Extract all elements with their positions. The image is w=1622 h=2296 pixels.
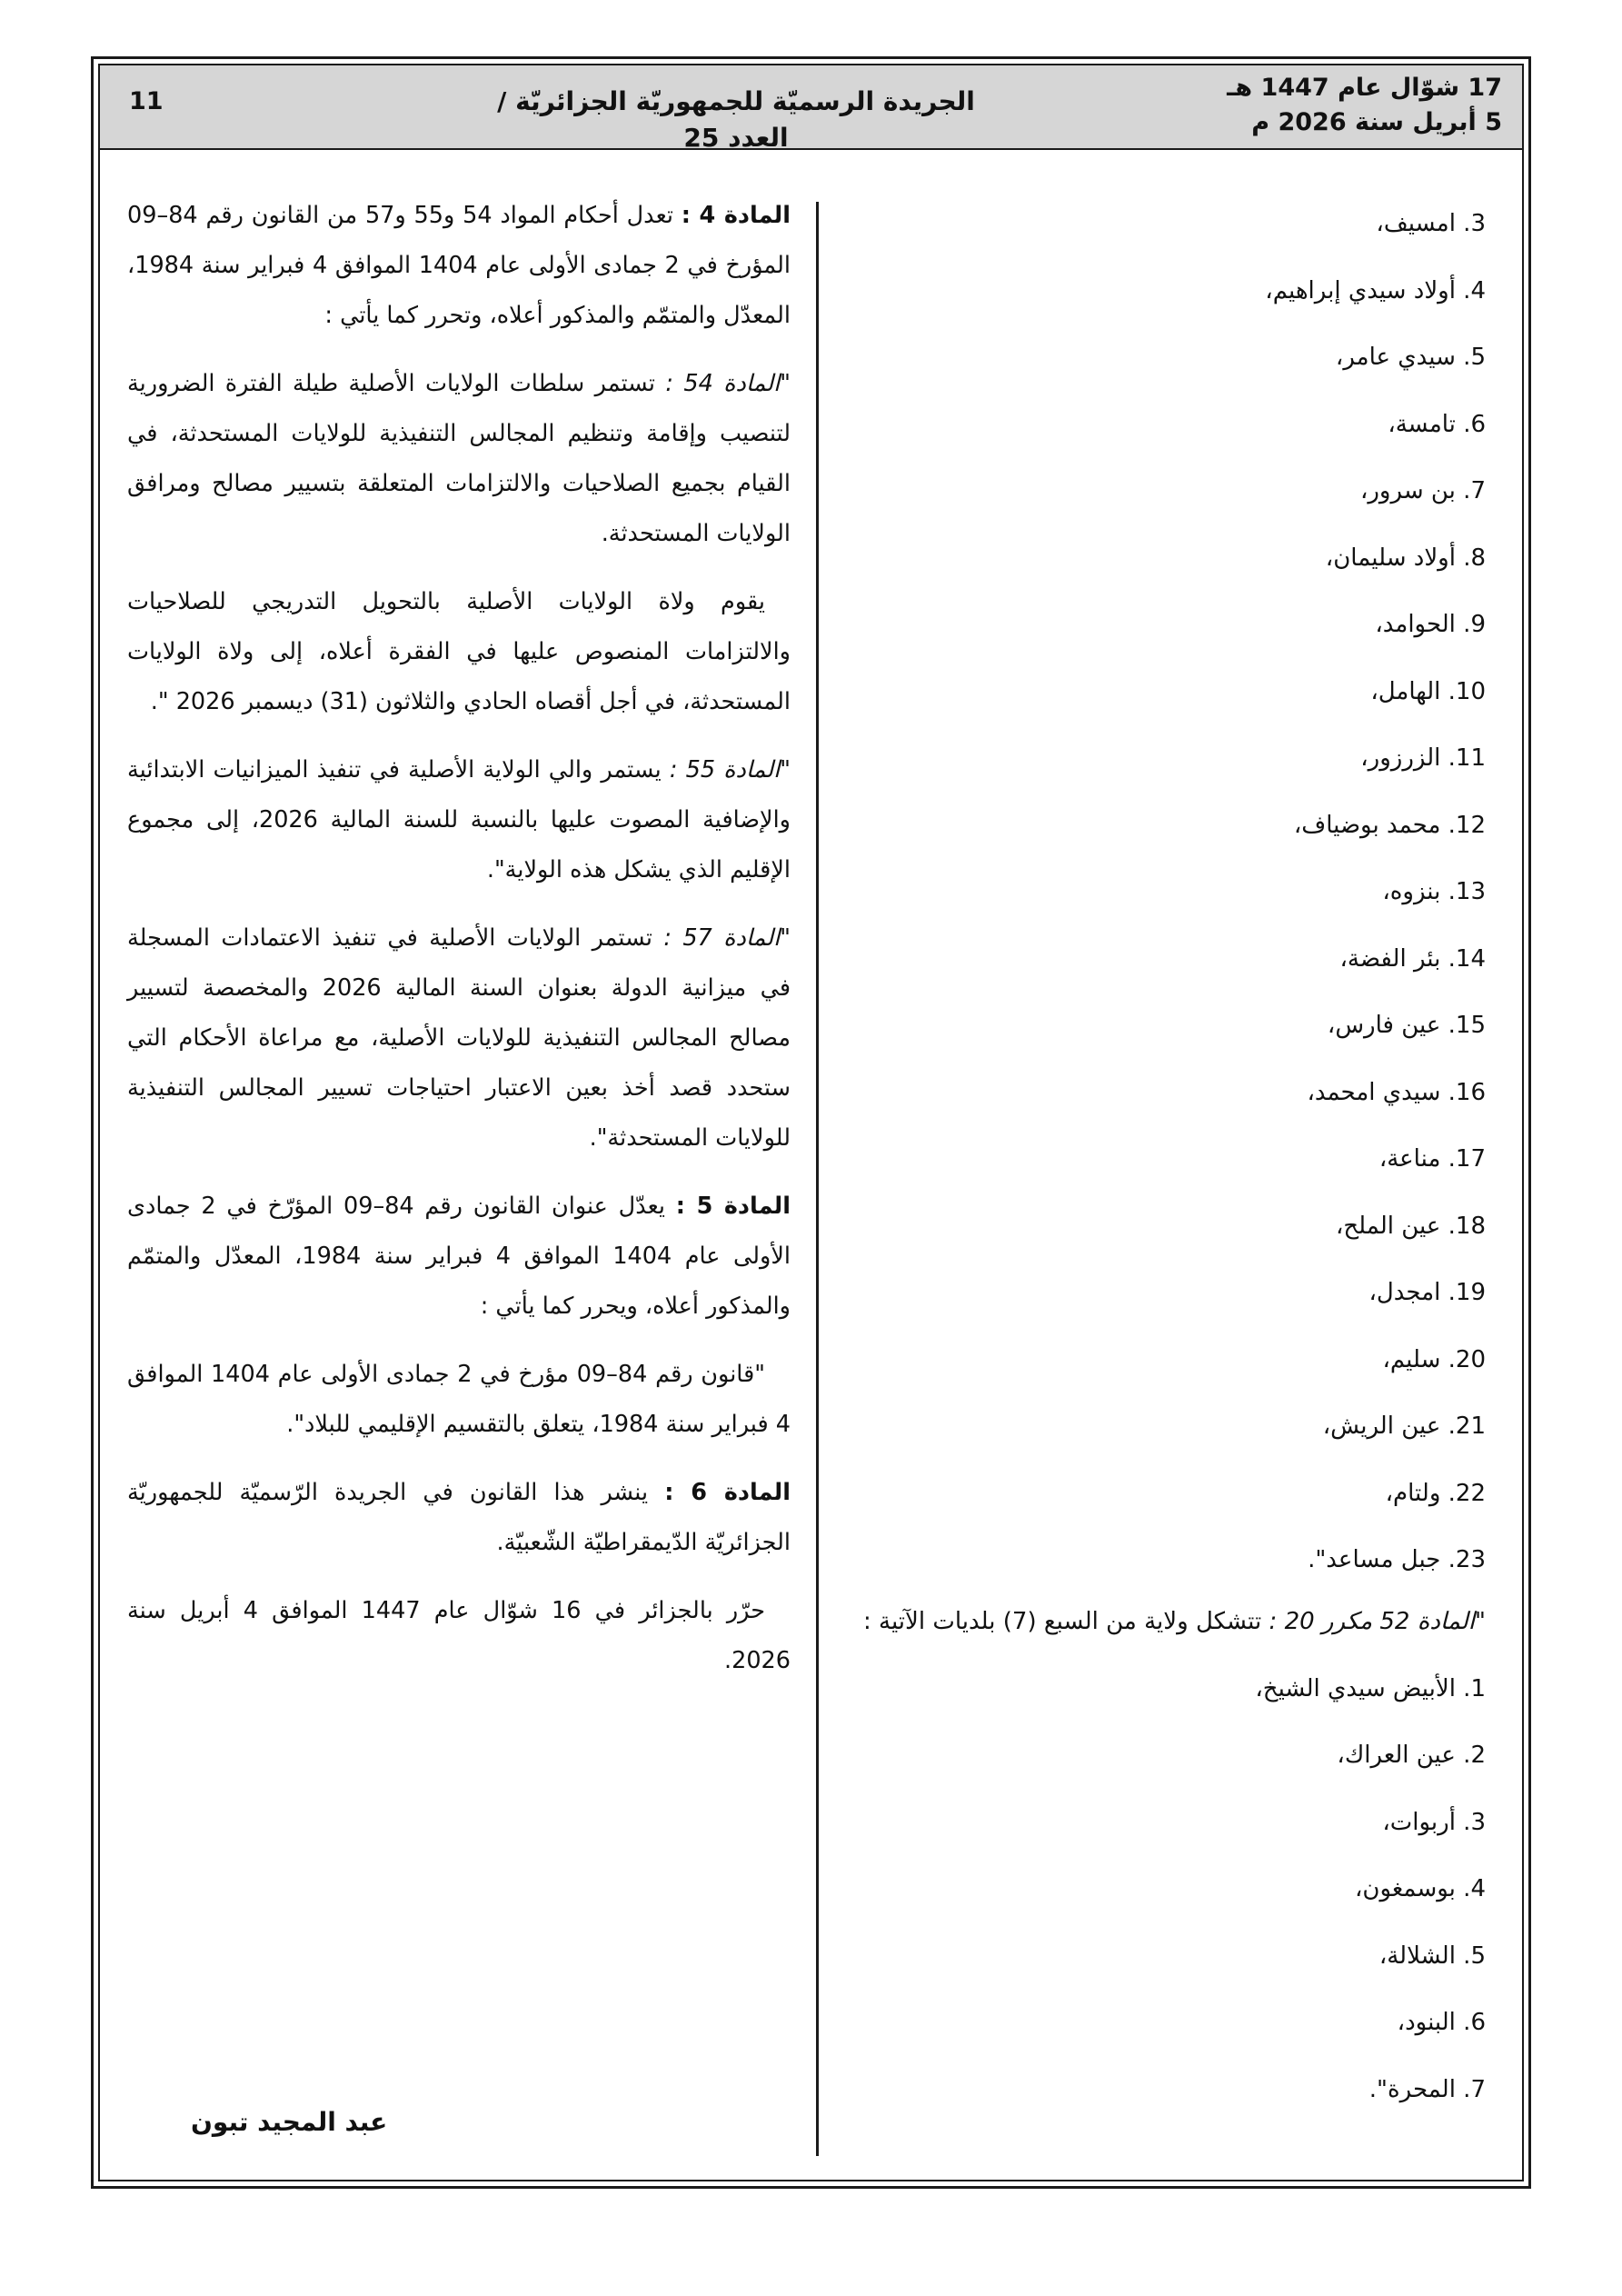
list-item: 19. امجدل، bbox=[1368, 1279, 1486, 1306]
page-header bbox=[100, 65, 1522, 153]
list-item: 20. سليم، bbox=[1382, 1345, 1486, 1373]
list-item: 10. الهامل، bbox=[1370, 677, 1486, 705]
page-number: 11 bbox=[129, 87, 164, 115]
municipality-list-1 bbox=[845, 191, 1486, 1594]
list-item: 4. أولاد سيدي إبراهيم، bbox=[1265, 276, 1486, 304]
header-date-hijri: 17 شوّال عام 1447 هـ bbox=[1227, 74, 1502, 102]
list-item: 14. بئر الفضة، bbox=[1339, 944, 1486, 973]
article-57 bbox=[127, 913, 791, 1163]
article-52-bis-20 bbox=[845, 1594, 1486, 1656]
article-text: تعدل أحكام المواد 54 و55 و57 من القانون رقم 84–09 المؤرخ في 2 جمادى الأولى عام 1404 الموافق 4 فبراير سنة 1984، المعدّل والمتمّم والمذكور أعلاه، وتحرر كما يأتي : bbox=[127, 202, 791, 329]
list-item: 16. سيدي امحمد، bbox=[1307, 1078, 1486, 1106]
list-item: 17. مناعة، bbox=[1378, 1145, 1486, 1173]
list-item: 4. بوسمغون، bbox=[1354, 1875, 1486, 1902]
header-title: الجريدة الرسميّة للجمهوريّة الجزائريّة / العدد 25 bbox=[497, 86, 975, 153]
article-54 bbox=[127, 359, 791, 559]
article-label: المادة 4 : bbox=[681, 202, 791, 229]
article-label: "المادة 54 : bbox=[665, 370, 791, 397]
list-item: 9. الحوامد، bbox=[1375, 611, 1486, 638]
article-6 bbox=[127, 1468, 791, 1568]
list-item: 3. أربوات، bbox=[1382, 1808, 1486, 1836]
list-item: 7. المحرة". bbox=[1368, 2075, 1486, 2103]
article-54-paragraph-2: يقوم ولاة الولايات الأصلية بالتحويل التدريجي للصلاحيات والالتزامات المنصوص عليها في الفقرة أعلاه، إلى ولاة الولايات المستحدثة، في أجل أقصاه الحادي والثلاثون (31) ديسمبر 2026 ". bbox=[127, 588, 791, 715]
list-item: 7. بن سرور، bbox=[1359, 477, 1486, 504]
article-4 bbox=[127, 191, 791, 341]
column-divider bbox=[816, 202, 819, 2156]
list-item: 3. امسيف، bbox=[1376, 210, 1486, 237]
list-item: 22. ولتام، bbox=[1385, 1479, 1486, 1507]
article-text: ينشر هذا القانون في الجريدة الرّسميّة للجمهوريّة الجزائريّة الدّيمقراطيّة الشّعبيّة. bbox=[127, 1479, 791, 1556]
list-item: 15. عين فارس، bbox=[1327, 1012, 1486, 1039]
list-item: 6. تامسة، bbox=[1388, 410, 1486, 438]
article-55 bbox=[127, 745, 791, 895]
list-item: 5. الشلالة، bbox=[1378, 1942, 1486, 1970]
list-item: 11. الزرزور، bbox=[1360, 744, 1486, 772]
list-item: 13. بنزوه، bbox=[1382, 878, 1486, 905]
list-item: 12. محمد بوضياف، bbox=[1293, 811, 1486, 839]
article-label: المادة 6 : bbox=[664, 1479, 791, 1506]
list-item: 5. سيدي عامر، bbox=[1335, 344, 1486, 371]
law-title-quote: "قانون رقم 84–09 مؤرخ في 2 جمادى الأولى عام 1404 الموافق 4 فبراير سنة 1984، يتعلق بالتقسيم الإقليمي للبلاد". bbox=[127, 1361, 791, 1438]
article-label: "المادة 55 : bbox=[669, 756, 791, 784]
article-label: "المادة 52 مكرر 20 : bbox=[1269, 1607, 1486, 1635]
article-text: يعدّل عنوان القانون رقم 84–09 المؤرّخ في 2 جمادى الأولى عام 1404 الموافق 4 فبراير سنة 1984، المعدّل والمتمّم والمذكور أعلاه، ويحرر كما يأتي : bbox=[127, 1193, 791, 1320]
done-at-statement: حرّر بالجزائر في 16 شوّال عام 1447 الموافق 4 أبريل سنة 2026. bbox=[127, 1597, 791, 1674]
article-text: تتشكل ولاية من السبع (7) بلديات الآتية : bbox=[862, 1607, 1269, 1635]
list-item: 1. الأبيض سيدي الشيخ، bbox=[1255, 1674, 1486, 1702]
list-item: 8. أولاد سليمان، bbox=[1325, 544, 1486, 572]
article-label: المادة 5 : bbox=[675, 1193, 791, 1220]
article-label: "المادة 57 : bbox=[663, 924, 791, 952]
article-5 bbox=[127, 1182, 791, 1332]
article-text: يستمر والي الولاية الأصلية في تنفيذ الميزانيات الابتدائية والإضافية المصوت عليها بالنسبة للسنة المالية 2026، إلى مجموع الإقليم الذي يشكل هذه الولاية". bbox=[127, 756, 791, 883]
list-item: 6. البنود، bbox=[1397, 2009, 1486, 2036]
header-date bbox=[1227, 71, 1502, 140]
list-item: 18. عين الملح، bbox=[1336, 1212, 1486, 1240]
header-date-gregorian: 5 أبريل سنة 2026 م bbox=[1251, 108, 1502, 136]
municipality-list-2 bbox=[845, 1656, 1486, 2124]
list-item: 21. عين الريش، bbox=[1322, 1413, 1486, 1440]
article-text: تستمر الولايات الأصلية في تنفيذ الاعتمادات المسجلة في ميزانية الدولة بعنوان السنة المالية 2026 والمخصصة لتسيير مصالح المجالس التنفيذية للولايات الأصلية، مع مراعاة الأحكام التي ستحدد قصد أخذ بعين الاعتبار احتياجات تسيير المجالس التنفيذية للولايات المستحدثة". bbox=[127, 924, 791, 1152]
right-column bbox=[845, 191, 1486, 2123]
list-item: 23. جبل مساعد". bbox=[1308, 1546, 1486, 1573]
left-column bbox=[127, 191, 791, 1704]
article-text: تستمر سلطات الولايات الأصلية طيلة الفترة الضرورية لتنصيب وإقامة وتنظيم المجالس التنفيذية للولايات المستحدثة، في القيام بجميع الصلاحيات والالتزامات المتعلقة بتسيير مصالح ومرافق الولايات المستحدثة. bbox=[127, 370, 791, 547]
list-item: 2. عين العراك، bbox=[1337, 1742, 1486, 1769]
signature-name: عبد المجيد تبون bbox=[191, 2107, 388, 2137]
